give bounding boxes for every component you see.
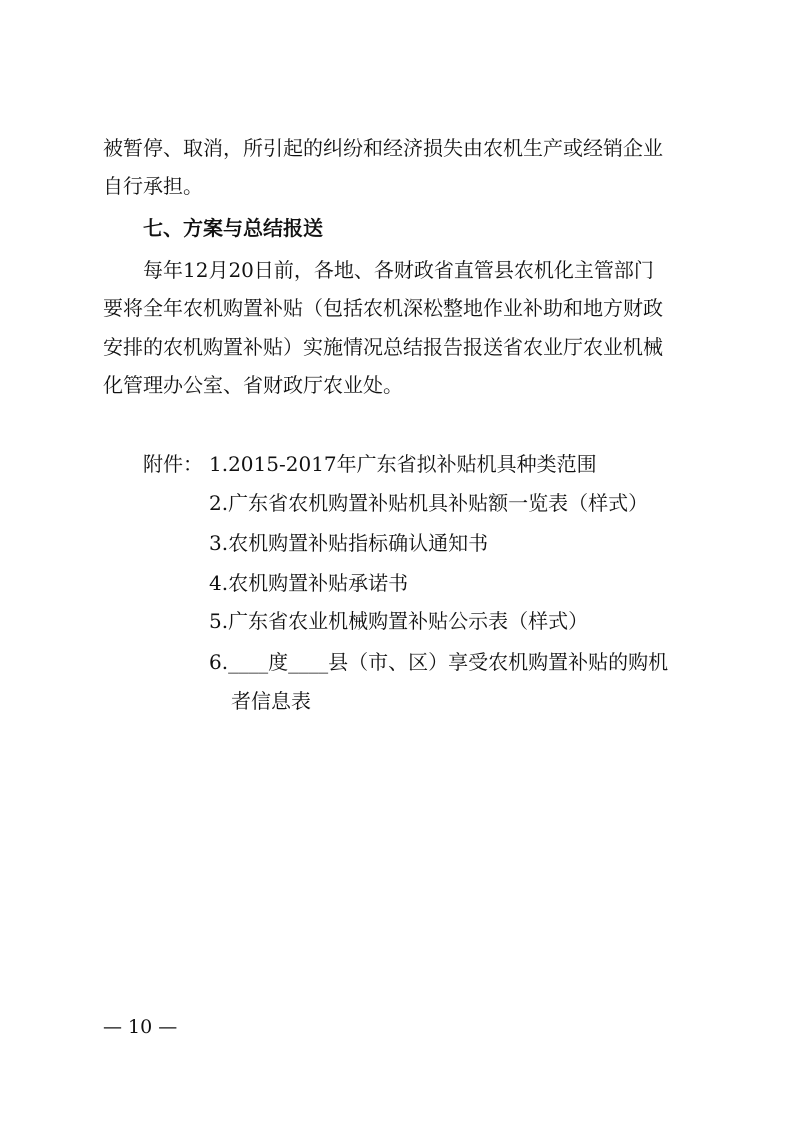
body-text-line: 化管理办公室、省财政厅农业处。 xyxy=(103,373,403,397)
section-heading: 七、方案与总结报送 xyxy=(143,216,323,240)
attachment-item: 6.____度____县（市、区）享受农机购置补贴的购机 xyxy=(209,650,669,674)
attachment-item: 3.农机购置补贴指标确认通知书 xyxy=(209,531,489,555)
attachment-item: 2.广东省农机购置补贴机具补贴额一览表（样式） xyxy=(209,491,649,515)
attachment-item: 4.农机购置补贴承诺书 xyxy=(209,571,409,595)
page-number: — 10 — xyxy=(103,1016,178,1038)
body-text-line: 安排的农机购置补贴）实施情况总结报告报送省农业厅农业机械 xyxy=(103,335,663,359)
attachment-item: 1.2015-2017年广东省拟补贴机具种类范围 xyxy=(209,452,597,476)
body-text-line: 自行承担。 xyxy=(103,174,203,198)
body-text-line: 被暂停、取消，所引起的纠纷和经济损失由农机生产或经销企业 xyxy=(103,136,663,160)
attachments-label: 附件： xyxy=(143,452,203,476)
attachment-item-continuation: 者信息表 xyxy=(231,689,311,713)
body-text-line: 每年12月20日前，各地、各财政省直管县农机化主管部门 xyxy=(143,258,654,282)
attachment-item: 5.广东省农业机械购置补贴公示表（样式） xyxy=(209,609,589,633)
body-text-line: 要将全年农机购置补贴（包括农机深松整地作业补助和地方财政 xyxy=(103,296,663,320)
